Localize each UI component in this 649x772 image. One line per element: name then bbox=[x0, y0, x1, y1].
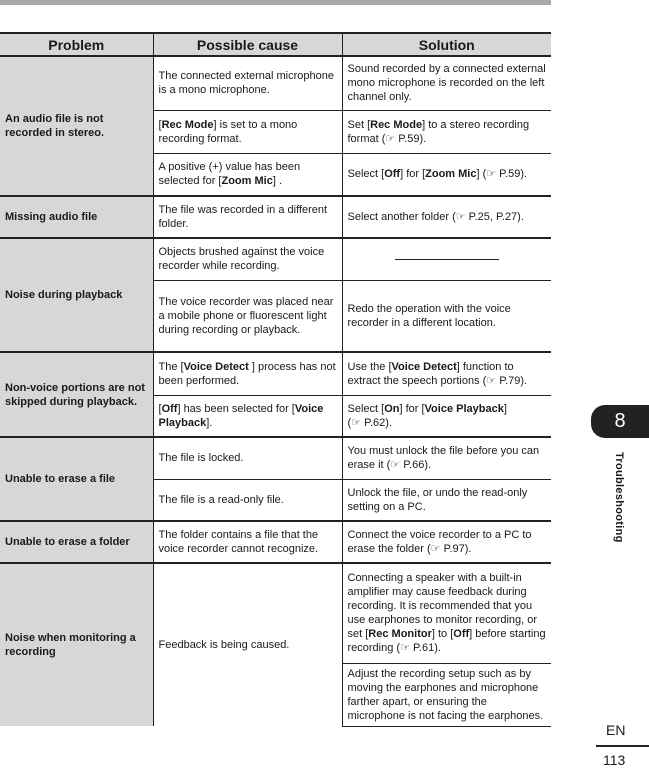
cause-cell: Objects brushed against the voice recorder while recording. bbox=[153, 238, 342, 280]
solution-cell: Select [On] for [Voice Playback] (☞ P.62). bbox=[342, 395, 551, 437]
solution-cell: Connecting a speaker with a built-in amplifier may cause feedback during recording. It is recommended that you use earphones to monitor recording, or set [Rec Monitor] to [Off] before starting recording (☞ P.61). bbox=[342, 563, 551, 663]
header-solution: Solution bbox=[342, 33, 551, 56]
solution-cell: Select [Off] for [Zoom Mic] (☞ P.59). bbox=[342, 153, 551, 196]
solution-cell: Select another folder (☞ P.25, P.27). bbox=[342, 196, 551, 238]
solution-cell: Connect the voice recorder to a PC to erase the folder (☞ P.97). bbox=[342, 521, 551, 563]
troubleshooting-table bbox=[0, 32, 551, 727]
solution-cell: Adjust the recording setup such as by moving the earphones and microphone farther apart, or ensuring the microphone is not facing the earphones. bbox=[342, 663, 551, 726]
empty-dash bbox=[395, 259, 499, 260]
header-cause: Possible cause bbox=[153, 33, 342, 56]
cause-cell: Feedback is being caused. bbox=[153, 563, 342, 726]
page-number: 113 bbox=[603, 752, 626, 768]
problem-cell: An audio file is not recorded in stereo. bbox=[0, 56, 153, 196]
cause-cell: The file is a read-only file. bbox=[153, 479, 342, 521]
solution-cell: Sound recorded by a connected external mono microphone is recorded on the left channel only. bbox=[342, 56, 551, 110]
language-label: EN bbox=[606, 722, 626, 738]
table-row bbox=[0, 352, 551, 395]
cause-cell: A positive (+) value has been selected for [Zoom Mic] . bbox=[153, 153, 342, 196]
table-row bbox=[0, 196, 551, 238]
solution-cell: Set [Rec Mode] to a stereo recording format (☞ P.59). bbox=[342, 110, 551, 153]
header-problem: Problem bbox=[0, 33, 153, 56]
problem-cell: Unable to erase a file bbox=[0, 437, 153, 521]
problem-cell: Missing audio file bbox=[0, 196, 153, 238]
cause-cell: The file is locked. bbox=[153, 437, 342, 479]
solution-cell: Redo the operation with the voice recorder in a different location. bbox=[342, 280, 551, 352]
cause-cell: The folder contains a file that the voice recorder cannot recognize. bbox=[153, 521, 342, 563]
problem-cell: Non-voice portions are not skipped during playback. bbox=[0, 352, 153, 437]
solution-cell: Use the [Voice Detect] function to extract the speech portions (☞ P.79). bbox=[342, 352, 551, 395]
cause-cell: [Rec Mode] is set to a mono recording format. bbox=[153, 110, 342, 153]
problem-cell: Noise when monitoring a recording bbox=[0, 563, 153, 726]
table-header-row bbox=[0, 33, 551, 56]
cause-cell: The [Voice Detect ] process has not been performed. bbox=[153, 352, 342, 395]
chapter-tab: 8 bbox=[591, 405, 649, 438]
solution-cell bbox=[342, 238, 551, 280]
top-bar bbox=[0, 0, 551, 5]
solution-cell: Unlock the file, or undo the read-only setting on a PC. bbox=[342, 479, 551, 521]
cause-cell: The file was recorded in a different folder. bbox=[153, 196, 342, 238]
cause-cell: The connected external microphone is a mono microphone. bbox=[153, 56, 342, 110]
cause-cell: [Off] has been selected for [Voice Playback]. bbox=[153, 395, 342, 437]
solution-cell: You must unlock the file before you can erase it (☞ P.66). bbox=[342, 437, 551, 479]
table-row bbox=[0, 56, 551, 110]
chapter-title: Troubleshooting bbox=[613, 452, 625, 543]
problem-cell: Unable to erase a folder bbox=[0, 521, 153, 563]
table-row bbox=[0, 238, 551, 280]
footer-divider bbox=[596, 745, 649, 747]
table-row bbox=[0, 563, 551, 663]
cause-cell: The voice recorder was placed near a mobile phone or fluorescent light during recording or playback. bbox=[153, 280, 342, 352]
problem-cell: Noise during playback bbox=[0, 238, 153, 352]
table-row bbox=[0, 521, 551, 563]
table-row bbox=[0, 437, 551, 479]
